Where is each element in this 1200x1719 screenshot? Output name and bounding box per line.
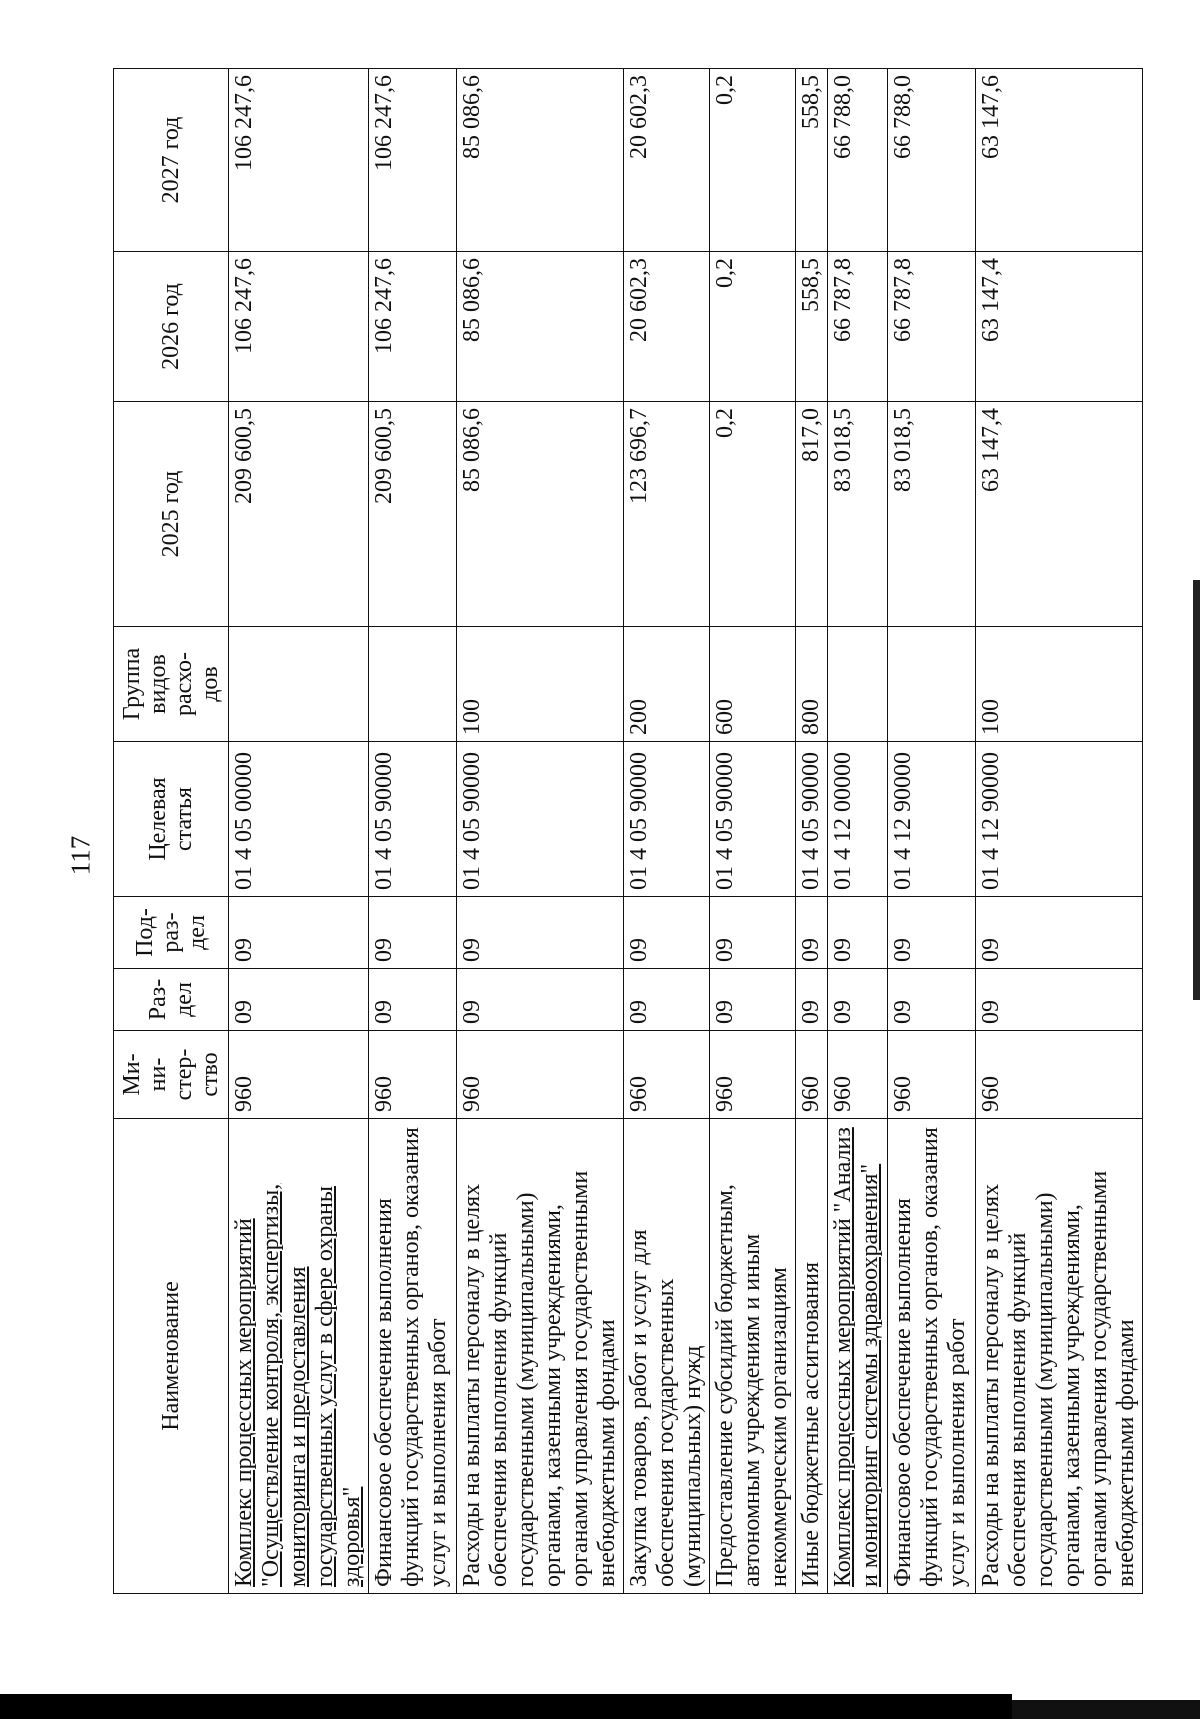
row-group: 200	[624, 627, 710, 742]
row-name: Закупка товаров, работ и услуг для обеспечения государственных (муниципальных) нужд	[624, 1119, 710, 1594]
row-ministry: 960	[828, 1031, 888, 1119]
row-2027: 63 147,6	[976, 69, 1143, 252]
row-2026: 66 787,8	[828, 252, 888, 402]
table-row	[888, 69, 976, 1594]
row-2026: 20 602,3	[624, 252, 710, 402]
header-ministry: Ми- ни- стер- ство	[114, 1031, 229, 1119]
row-section: 09	[229, 969, 369, 1031]
header-2027: 2027 год	[114, 69, 229, 252]
row-section: 09	[710, 969, 796, 1031]
row-target: 01 4 05 90000	[624, 742, 710, 897]
row-2027: 20 602,3	[624, 69, 710, 252]
row-2026: 558,5	[796, 252, 828, 402]
row-target: 01 4 05 90000	[457, 742, 624, 897]
row-2027: 106 247,6	[229, 69, 369, 252]
row-2025: 0,2	[710, 402, 796, 627]
row-group: 800	[796, 627, 828, 742]
row-name: Комплекс процессных мероприятий "Анализ и мониторинг системы здравоохранения"	[828, 1119, 888, 1594]
row-ministry: 960	[624, 1031, 710, 1119]
row-2027: 106 247,6	[369, 69, 457, 252]
row-2026: 106 247,6	[229, 252, 369, 402]
row-2026: 85 086,6	[457, 252, 624, 402]
table-row	[229, 69, 369, 1594]
row-target: 01 4 12 90000	[976, 742, 1143, 897]
row-2027: 85 086,6	[457, 69, 624, 252]
row-2025: 817,0	[796, 402, 828, 627]
row-2025: 63 147,4	[976, 402, 1143, 627]
row-target: 01 4 05 90000	[796, 742, 828, 897]
row-2027: 66 788,0	[828, 69, 888, 252]
row-target: 01 4 12 00000	[828, 742, 888, 897]
row-2026: 66 787,8	[888, 252, 976, 402]
row-ministry: 960	[229, 1031, 369, 1119]
budget-table-rotated	[113, 69, 1139, 1594]
row-ministry: 960	[710, 1031, 796, 1119]
row-subsection: 09	[229, 897, 369, 969]
row-2027: 0,2	[710, 69, 796, 252]
row-subsection: 09	[888, 897, 976, 969]
header-expense-group: Группа видов расхо- дов	[114, 627, 229, 742]
table-row	[710, 69, 796, 1594]
page-number: 117	[65, 835, 96, 875]
row-group	[229, 627, 369, 742]
row-2026: 0,2	[710, 252, 796, 402]
row-2026: 106 247,6	[369, 252, 457, 402]
row-subsection: 09	[828, 897, 888, 969]
table-row	[624, 69, 710, 1594]
row-subsection: 09	[457, 897, 624, 969]
header-2026: 2026 год	[114, 252, 229, 402]
row-2026: 63 147,4	[976, 252, 1143, 402]
row-section: 09	[796, 969, 828, 1031]
row-subsection: 09	[976, 897, 1143, 969]
scan-border-artifact	[0, 1694, 1012, 1719]
row-section: 09	[624, 969, 710, 1031]
header-2025: 2025 год	[114, 402, 229, 627]
row-section: 09	[976, 969, 1143, 1031]
row-target: 01 4 05 90000	[710, 742, 796, 897]
header-section: Раз- дел	[114, 969, 229, 1031]
row-name: Расходы на выплаты персоналу в целях обеспечения выполнения функций государственными (муниципальными) органами, казенными учреждениями, органами управления государственными внебюджетными фондами	[457, 1119, 624, 1594]
table-row	[796, 69, 828, 1594]
row-ministry: 960	[457, 1031, 624, 1119]
row-2025: 83 018,5	[828, 402, 888, 627]
row-section: 09	[888, 969, 976, 1031]
table-row	[457, 69, 624, 1594]
row-name: Финансовое обеспечение выполнения функций государственных органов, оказания услуг и выполнения работ	[888, 1119, 976, 1594]
row-group	[888, 627, 976, 742]
row-name: Иные бюджетные ассигнования	[796, 1119, 828, 1594]
row-section: 09	[457, 969, 624, 1031]
header-subsection: Под- раз- дел	[114, 897, 229, 969]
row-group: 100	[976, 627, 1143, 742]
row-subsection: 09	[796, 897, 828, 969]
scan-edge-artifact	[1193, 580, 1200, 1000]
row-2027: 558,5	[796, 69, 828, 252]
row-group	[828, 627, 888, 742]
row-group	[369, 627, 457, 742]
row-group: 600	[710, 627, 796, 742]
row-subsection: 09	[710, 897, 796, 969]
row-ministry: 960	[796, 1031, 828, 1119]
row-ministry: 960	[369, 1031, 457, 1119]
row-ministry: 960	[888, 1031, 976, 1119]
header-row	[114, 69, 229, 1594]
row-target: 01 4 12 90000	[888, 742, 976, 897]
row-2025: 209 600,5	[229, 402, 369, 627]
row-name: Предоставление субсидий бюджетным, автономным учреждениям и иным некоммерческим организациям	[710, 1119, 796, 1594]
row-target: 01 4 05 00000	[229, 742, 369, 897]
row-section: 09	[369, 969, 457, 1031]
row-2025: 83 018,5	[888, 402, 976, 627]
row-name: Финансовое обеспечение выполнения функций государственных органов, оказания услуг и выполнения работ	[369, 1119, 457, 1594]
table-row	[828, 69, 888, 1594]
row-ministry: 960	[976, 1031, 1143, 1119]
row-2025: 209 600,5	[369, 402, 457, 627]
budget-table	[113, 68, 1143, 1594]
row-target: 01 4 05 90000	[369, 742, 457, 897]
row-group: 100	[457, 627, 624, 742]
row-name: Расходы на выплаты персоналу в целях обеспечения выполнения функций государственными (муниципальными) органами, казенными учреждениями, органами управления государственными внебюджетными фондами	[976, 1119, 1143, 1594]
scan-border-artifact	[1012, 1700, 1200, 1719]
row-subsection: 09	[369, 897, 457, 969]
row-subsection: 09	[624, 897, 710, 969]
header-name: Наименование	[114, 1119, 229, 1594]
row-2025: 123 696,7	[624, 402, 710, 627]
row-section: 09	[828, 969, 888, 1031]
header-target: Целевая статья	[114, 742, 229, 897]
row-2025: 85 086,6	[457, 402, 624, 627]
table-row	[369, 69, 457, 1594]
row-2027: 66 788,0	[888, 69, 976, 252]
table-row	[976, 69, 1143, 1594]
row-name: Комплекс процессных мероприятий "Осуществление контроля, экспертизы, мониторинга и предоставления государственных услуг в сфере охраны здоровья"	[229, 1119, 369, 1594]
